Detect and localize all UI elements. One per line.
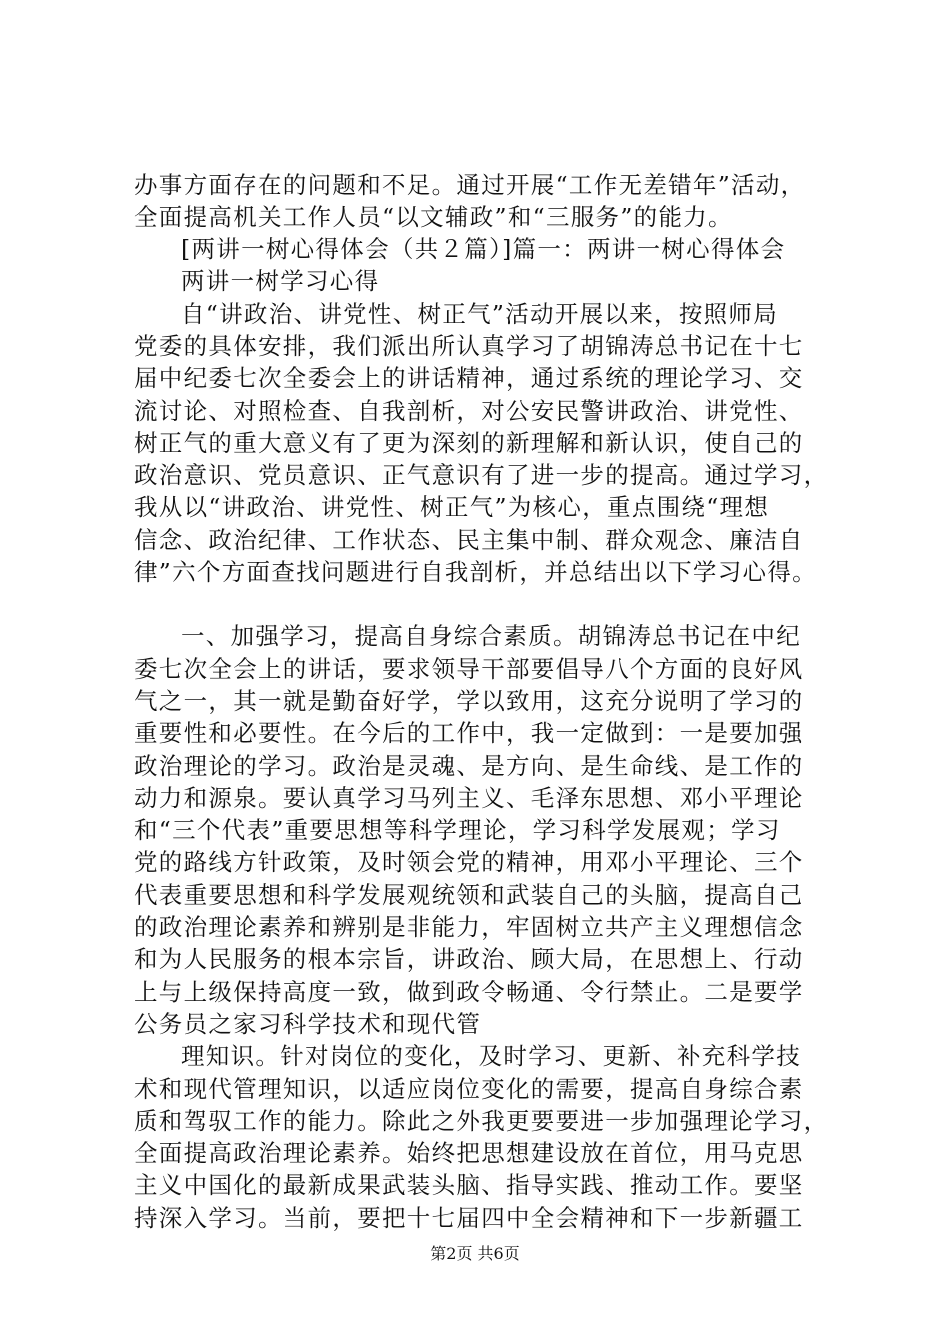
text-line: 质和驾驭工作的能力。除此之外我更要要进一步加强理论学习， [134, 1107, 829, 1135]
text-line: 持深入学习。当前，要把十七届四中全会精神和下一步新疆工 [134, 1204, 804, 1232]
text-line: 理知识。针对岗位的变化，及时学习、更新、补充科学技 [181, 1042, 801, 1070]
text-line: 全面提高机关工作人员“以文辅政”和“三服务”的能力。 [134, 203, 733, 231]
text-line: 的政治理论素养和辨别是非能力，牢固树立共产主义理想信念 [134, 913, 804, 941]
section-heading: [两讲一树心得体会（共２篇）]篇一：两讲一树心得体会 [181, 235, 786, 263]
text-line: 自“讲政治、讲党性、树正气”活动开展以来，按照师局 [181, 300, 779, 328]
text-line: 和“三个代表”重要思想等科学理论，学习科学发展观；学习 [134, 816, 781, 844]
text-line: 办事方面存在的问题和不足。通过开展“工作无差错年”活动， [134, 171, 806, 199]
text-line: 党的路线方针政策，及时领会党的精神，用邓小平理论、三个 [134, 848, 804, 876]
text-line: 主义中国化的最新成果武装头脑、指导实践、推动工作。要坚 [134, 1171, 804, 1199]
text-line: 政治理论的学习。政治是灵魂、是方向、是生命线、是工作的 [134, 752, 804, 780]
text-line: 重要性和必要性。在今后的工作中，我一定做到：一是要加强 [134, 719, 804, 747]
text-line: 气之一，其一就是勤奋好学，学以致用，这充分说明了学习的 [134, 687, 804, 715]
text-line: 术和现代管理知识，以适应岗位变化的需要，提高自身综合素 [134, 1075, 804, 1103]
text-line: 届中纪委七次全委会上的讲话精神，通过系统的理论学习、交 [134, 364, 804, 392]
text-line: 动力和源泉。要认真学习马列主义、毛泽东思想、邓小平理论 [134, 784, 804, 812]
text-line: 树正气的重大意义有了更为深刻的新理解和新认识，使自己的 [134, 429, 804, 457]
page-number-footer: 第2页 共6页 [430, 1244, 520, 1263]
text-line: 公务员之家习科学技术和现代管 [134, 1010, 482, 1038]
text-line: 流讨论、对照检查、自我剖析，对公安民警讲政治、讲党性、 [134, 397, 804, 425]
article-title: 两讲一树学习心得 [181, 267, 380, 295]
text-line: 党委的具体安排，我们派出所认真学习了胡锦涛总书记在十七 [134, 332, 804, 360]
text-line: 信念、政治纪律、工作状态、民主集中制、群众观念、廉洁自 [134, 526, 804, 554]
text-line: 代表重要思想和科学发展观统领和武装自己的头脑，提高自己 [134, 881, 804, 909]
text-line: 我从以“讲政治、讲党性、树正气”为核心，重点围绕“理想 [134, 493, 770, 521]
text-line: 律”六个方面查找问题进行自我剖析，并总结出以下学习心得。 [134, 558, 817, 586]
text-line: 上与上级保持高度一致，做到政令畅通、令行禁止。二是要学 [134, 978, 804, 1006]
text-line: 和为人民服务的根本宗旨，讲政治、顾大局，在思想上、行动 [134, 945, 804, 973]
text-line: 政治意识、党员意识、正气意识有了进一步的提高。通过学习， [134, 461, 829, 489]
text-line: 一、加强学习，提高自身综合素质。胡锦涛总书记在中纪 [181, 622, 801, 650]
text-line: 委七次全会上的讲话，要求领导干部要倡导八个方面的良好风 [134, 655, 804, 683]
text-line: 全面提高政治理论素养。始终把思想建设放在首位，用马克思 [134, 1139, 804, 1167]
